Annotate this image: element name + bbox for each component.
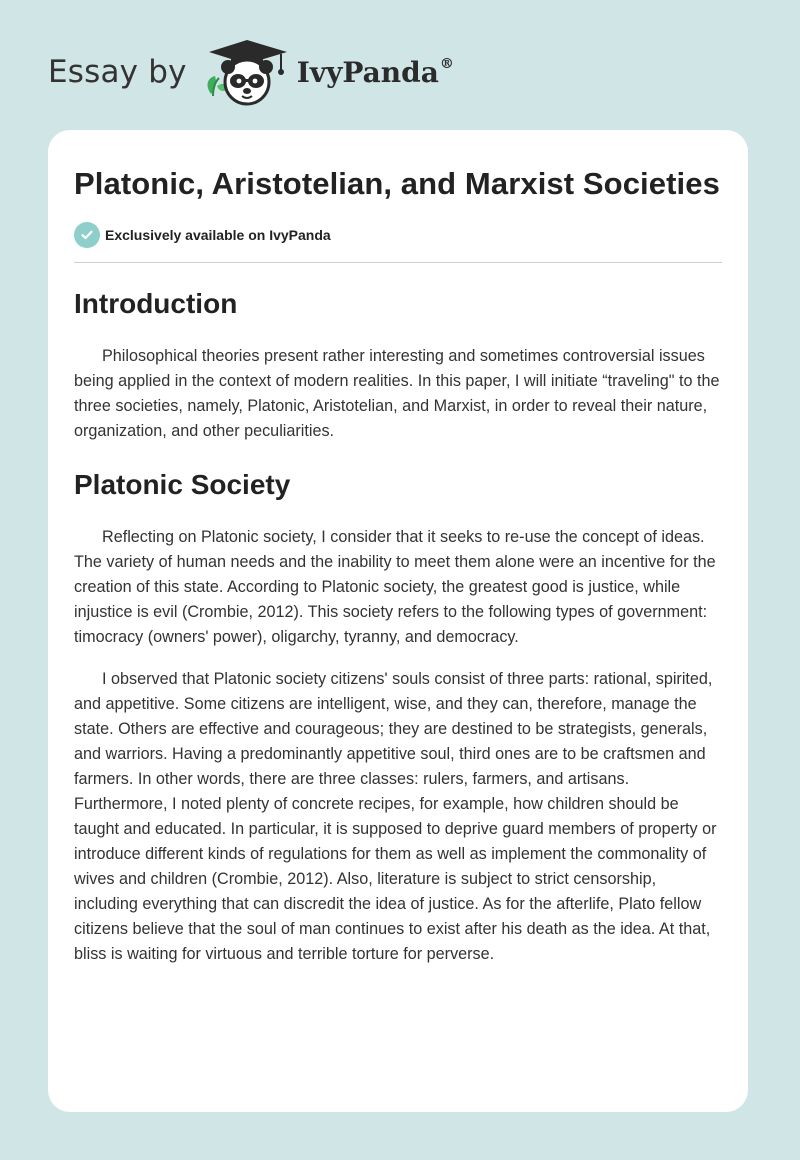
exclusive-badge (74, 221, 722, 249)
essay-card (48, 130, 748, 1112)
section-heading-introduction: Introduction (74, 288, 238, 319)
badge-text: Exclusively available on IvyPanda (105, 227, 331, 243)
brand-prefix: Essay by (48, 54, 187, 90)
check-circle-icon (74, 222, 100, 248)
page-title: Platonic, Aristotelian, and Marxist Societies (74, 166, 720, 201)
paragraph: Philosophical theories present rather interesting and sometimes controversial issues being applied in the context of modern realities. In this paper, I will initiate “traveling" to the three societies, namely, Platonic, Aristotelian, and Marxist, in order to reveal their nature, organization, and other peculiarities. (74, 347, 720, 440)
paragraph: Reflecting on Platonic society, I consider that it seeks to re-use the concept of ideas. The variety of human needs and the inability to meet them alone were an incentive for the creation of this state. According to Platonic society, the greatest good is justice, while injustice is evil (Crombie, 2012). This society refers to the following types of government: timocracy (owners' power), oligarchy, tyranny, and democracy. (74, 528, 716, 646)
paragraph: I observed that Platonic society citizens' souls consist of three parts: rational, spirited, and appetitive. Some citizens are intelligent, wise, and they can, therefore, manage the state. Others are effective and courageous; they are destined to be strategists, generals, and warriors. Having a predominantly appetitive soul, third ones are to be craftsmen and farmers. In other words, there are three classes: rulers, farmers, and artisans. Furthermore, I noted plenty of concrete recipes, for example, how children should be taught and educated. In particular, it is supposed to deprive guard members of property or introduce different kinds of regulations for them as well as implement the commonality of wives and children (Crombie, 2012). Also, literature is subject to strict censorship, including everything that can discredit the idea of justice. As for the afterlife, Plato fellow citizens believe that the soul of man continues to exist after his death as the idea. At that, bliss is waiting for virtuous and terrible torture for perverse. (74, 670, 717, 963)
divider (74, 262, 722, 263)
section-heading-platonic-society: Platonic Society (74, 469, 291, 500)
brand-name: IvyPanda® (296, 55, 454, 89)
panda-graduation-cap-icon (201, 36, 293, 108)
brand-header[interactable] (48, 36, 454, 108)
